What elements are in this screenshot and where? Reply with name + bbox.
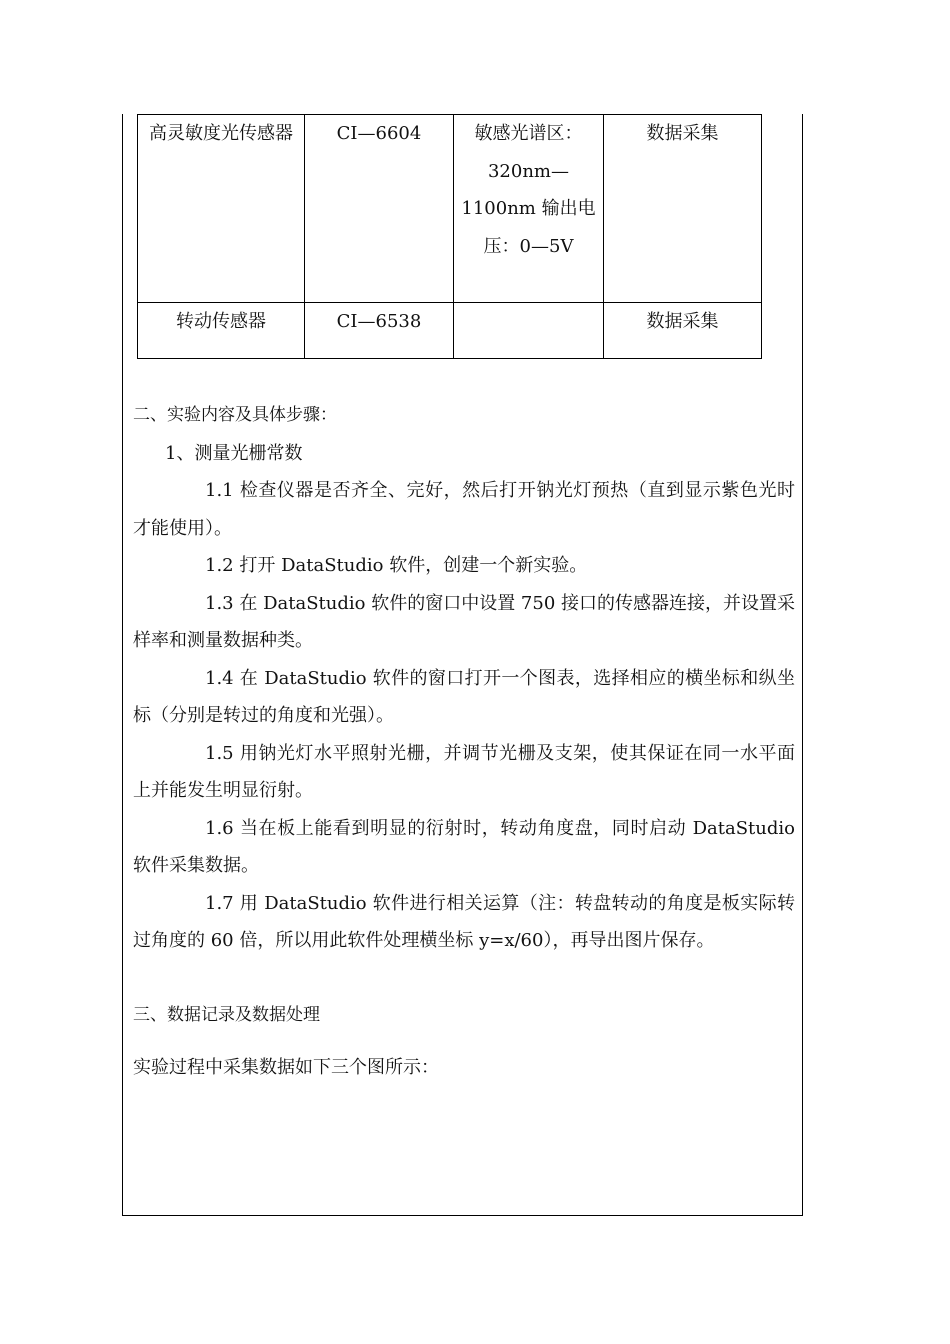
table-row — [138, 115, 762, 303]
equipment-spec-cell: 敏感光谱区：320nm—1100nm 输出电压：0—5V — [454, 115, 604, 303]
equipment-spec-cell — [454, 303, 604, 359]
step-1-1: 1.1 检查仪器是否齐全、完好，然后打开钠光灯预热（直到显示紫色光时才能使用）。 — [133, 480, 795, 539]
section3-heading: 三、数据记录及数据处理 — [133, 1004, 320, 1025]
step-1-7: 1.7 用 DataStudio 软件进行相关运算（注：转盘转动的角度是板实际转过角度的 60 倍，所以用此软件处理横坐标 y=x/60），再导出图片保存。 — [133, 892, 795, 951]
report-body — [133, 397, 795, 1087]
equipment-name-cell: 转动传感器 — [138, 303, 305, 359]
equipment-table — [137, 114, 762, 359]
equipment-name-cell: 高灵敏度光传感器 — [138, 115, 305, 303]
table-row — [138, 303, 762, 359]
section2-subtitle: 1、测量光栅常数 — [165, 442, 303, 464]
spacer — [133, 960, 795, 997]
section2-heading: 二、实验内容及具体步骤： — [133, 405, 337, 425]
step-1-5: 1.5 用钠光灯水平照射光栅，并调节光栅及支架，使其保证在同一水平面上并能发生明显衍射。 — [133, 742, 795, 801]
step-1-3: 1.3 在 DataStudio 软件的窗口中设置 750 接口的传感器连接，并设置采样率和测量数据种类。 — [133, 592, 795, 651]
spacer — [133, 1034, 795, 1049]
equipment-model-cell: CI—6604 — [305, 115, 454, 303]
equipment-use-cell: 数据采集 — [604, 115, 762, 303]
section3-intro: 实验过程中采集数据如下三个图所示： — [133, 1057, 439, 1078]
equipment-use-cell: 数据采集 — [604, 303, 762, 359]
equipment-model-cell: CI—6538 — [305, 303, 454, 359]
step-1-6: 1.6 当在板上能看到明显的衍射时，转动角度盘，同时启动 DataStudio 软件采集数据。 — [133, 817, 795, 876]
step-1-4: 1.4 在 DataStudio 软件的窗口打开一个图表，选择相应的横坐标和纵坐标（分别是转过的角度和光强）。 — [133, 667, 795, 726]
step-1-2: 1.2 打开 DataStudio 软件，创建一个新实验。 — [205, 555, 588, 576]
